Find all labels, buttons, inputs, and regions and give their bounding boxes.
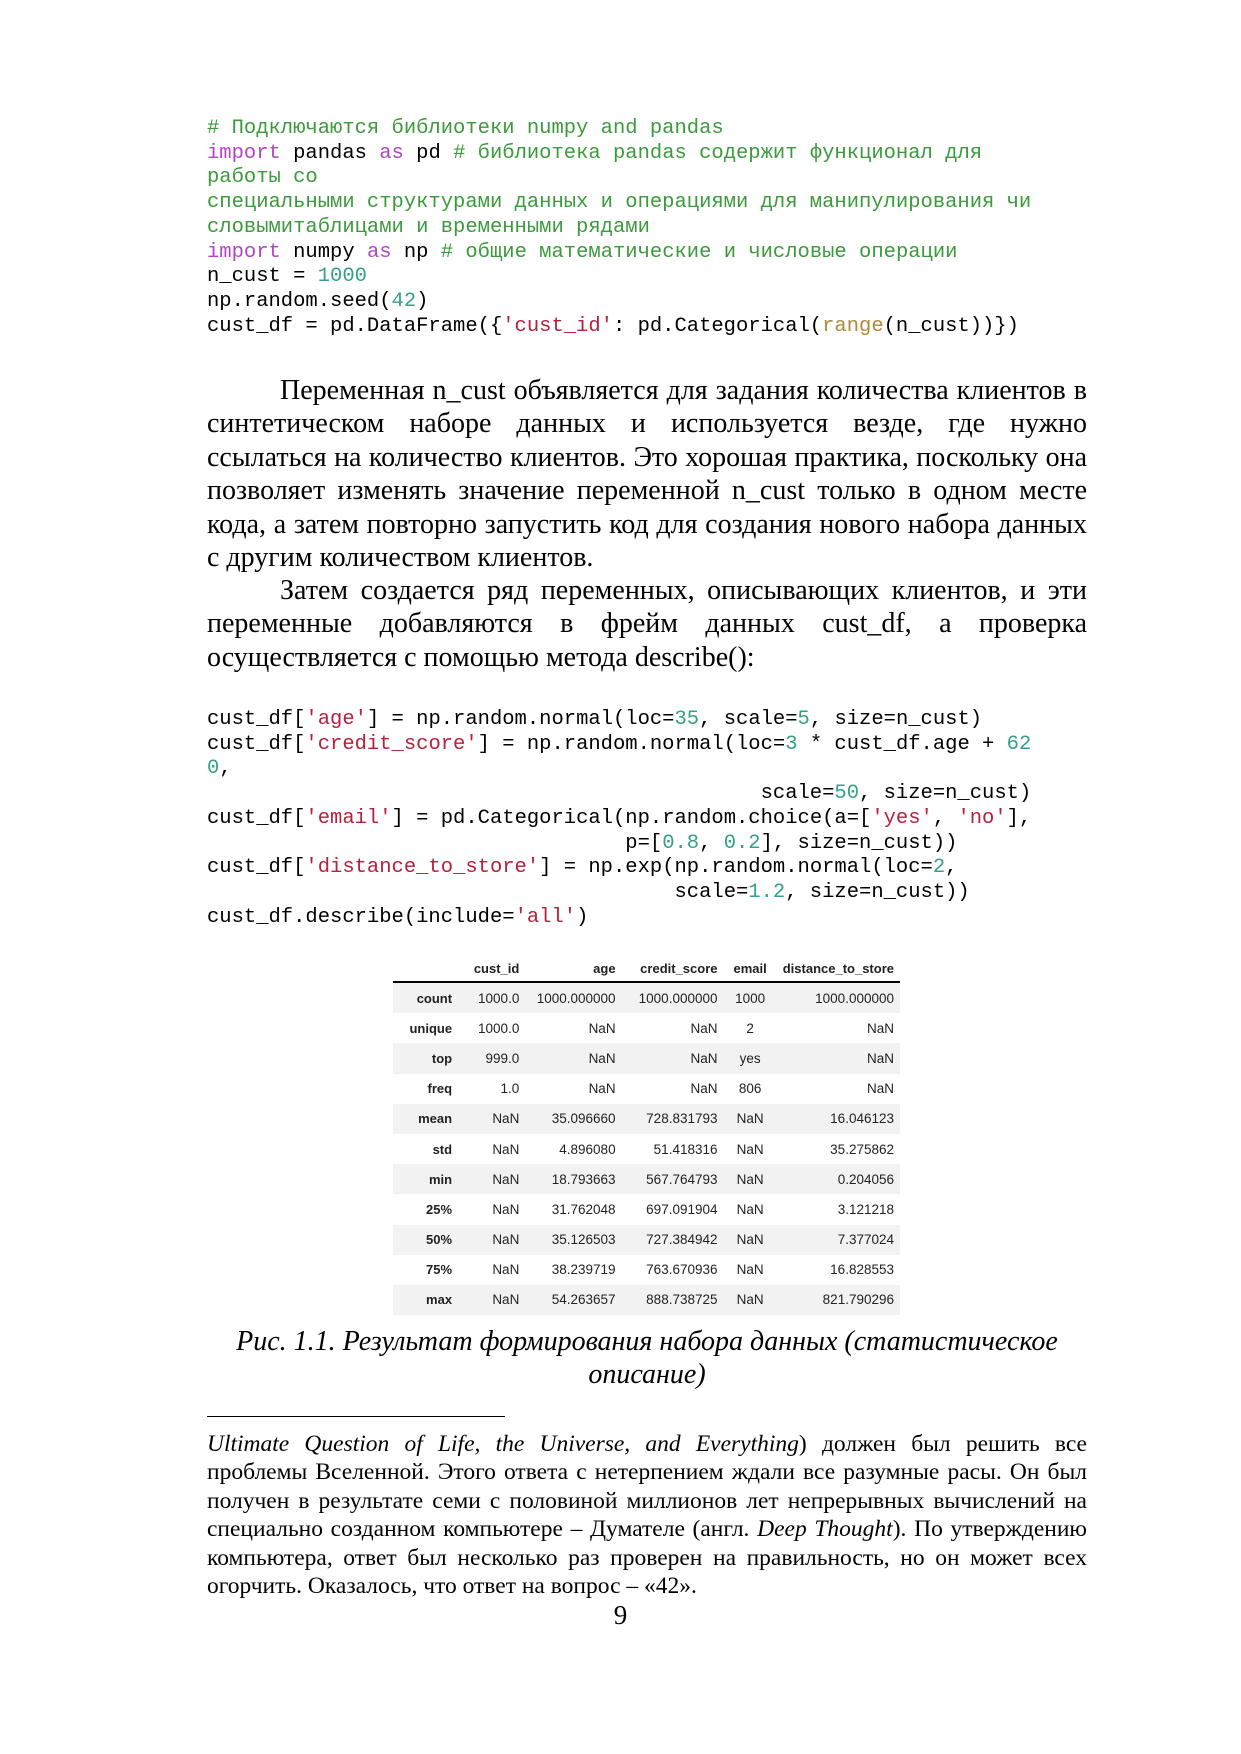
table-cell: 38.239719 (551, 1262, 616, 1278)
table-cell: yes (739, 1050, 761, 1066)
page-number: 9 (613, 1600, 628, 1630)
code-number: 0 (207, 757, 220, 781)
code-indent (207, 832, 625, 855)
table-cell: 35.096660 (551, 1111, 616, 1127)
table-cell: NaN (690, 1081, 718, 1097)
code-text: * cust_df.age + (797, 732, 1007, 756)
table-row (393, 1013, 900, 1043)
table-cell: NaN (736, 1292, 764, 1308)
code-comment: специальными структурами данных и операциями для манипулирования чи (207, 191, 1032, 215)
code-text: , (219, 757, 232, 781)
body-text (207, 574, 1087, 674)
header-cell: cust_id (458, 955, 525, 982)
code-text: : pd.Categorical( (612, 314, 823, 338)
table-cell: 763.670936 (646, 1262, 718, 1278)
code-text: cust_df[ (207, 732, 306, 756)
table-row (393, 1104, 900, 1134)
row-label: std (432, 1141, 453, 1157)
table-cell: NaN (588, 1020, 616, 1036)
code-text: ) (416, 289, 429, 313)
code-text: n_cust = (207, 265, 318, 289)
table-cell: 35.275862 (830, 1141, 894, 1157)
table-cell: NaN (736, 1232, 764, 1248)
table-cell: NaN (492, 1262, 520, 1278)
table-cell: NaN (736, 1262, 764, 1278)
table-row (393, 1194, 900, 1224)
code-comment: # Подключаются библиотеки numpy and pandas (207, 117, 724, 140)
table-cell: 1000.0 (478, 1020, 520, 1036)
table-cell: NaN (866, 1050, 894, 1066)
table-cell: NaN (690, 1020, 718, 1036)
code-text: cust_df[ (207, 856, 306, 880)
code-number: 35 (674, 708, 700, 731)
row-label: mean (418, 1111, 453, 1127)
footnote-text: ). По утверждению компьютера, ответ был несколько раз проверен на правильность, но он может всех огорчить. Оказалось, что ответ на вопрос – «42». (207, 1516, 1087, 1600)
code-string: 'distance_to_store' (305, 856, 540, 880)
table-cell: NaN (492, 1292, 520, 1308)
table-cell: 51.418316 (653, 1141, 718, 1157)
code-builtin: range (822, 314, 884, 338)
table-cell: 1000.0 (478, 990, 520, 1006)
table-cell: NaN (588, 1050, 616, 1066)
table-cell: 3.121218 (837, 1201, 894, 1217)
table-cell: 0.204056 (837, 1171, 894, 1187)
code-block-imports (207, 117, 1107, 339)
code-string: 'no' (957, 806, 1007, 830)
table-row (393, 1164, 900, 1194)
table-row (393, 1255, 900, 1285)
code-number: 0.2 (723, 831, 761, 855)
table-cell: 697.091904 (646, 1201, 718, 1217)
row-label: min (428, 1171, 453, 1187)
table-row (393, 1134, 900, 1164)
table-cell: 1000.000000 (536, 990, 616, 1006)
code-string: 'email' (305, 806, 392, 830)
table-cell: NaN (588, 1081, 616, 1097)
table-cell: NaN (866, 1081, 894, 1097)
table-cell: 2 (746, 1020, 754, 1036)
code-comment: словымитаблицами и временными рядами (207, 215, 650, 239)
code-text: cust_df[ (207, 708, 306, 731)
table-cell: NaN (492, 1111, 520, 1127)
code-number: 1.2 (748, 880, 786, 904)
code-text: np (391, 240, 441, 264)
code-text: , (945, 856, 958, 880)
code-text: pandas (280, 141, 380, 165)
table-cell: NaN (492, 1141, 520, 1157)
code-text: , scale= (699, 708, 798, 731)
code-text: cust_df = pd.DataFrame({ (207, 314, 503, 338)
code-text: pd (403, 141, 454, 165)
code-keyword: as (379, 141, 404, 165)
code-number: 0.8 (662, 831, 700, 855)
table-cell: 567.764793 (646, 1171, 718, 1187)
code-keyword: import (207, 141, 281, 165)
table-cell: 888.738725 (646, 1292, 718, 1308)
table-cell: 806 (738, 1081, 762, 1097)
table-row (393, 1285, 900, 1315)
table-row (393, 1225, 900, 1255)
footnote-italic: Ultimate Question of Life, the Universe, and Everything (207, 1431, 799, 1457)
table-cell: 4.896080 (559, 1141, 616, 1157)
table-cell: 54.263657 (551, 1292, 616, 1308)
table-cell: 16.828553 (830, 1262, 894, 1278)
table-cell: 1000.000000 (638, 990, 718, 1006)
code-text: , size=n_cust)) (785, 880, 970, 904)
code-keyword: as (366, 240, 392, 264)
code-text: cust_df.describe(include= (207, 905, 515, 929)
table-cell: NaN (736, 1111, 764, 1127)
header-cell: distance_to_store (779, 955, 900, 982)
row-label: 75% (426, 1262, 453, 1278)
code-text: scale= (760, 782, 835, 806)
row-label: max (426, 1292, 453, 1308)
code-block-variables (207, 708, 1107, 930)
table-cell: NaN (690, 1050, 718, 1066)
code-comment: работы со (207, 166, 318, 190)
row-label: 25% (426, 1201, 453, 1217)
table-body (393, 982, 900, 1315)
header-cell: age (525, 955, 621, 982)
table-cell: 31.762048 (551, 1201, 616, 1217)
code-indent (207, 881, 674, 904)
table-cell: 16.046123 (830, 1111, 894, 1127)
table-cell: 821.790296 (822, 1292, 894, 1308)
table-cell: 999.0 (485, 1050, 520, 1066)
table-cell: NaN (736, 1141, 764, 1157)
table-cell: NaN (866, 1020, 894, 1036)
code-text: ], (1006, 806, 1032, 830)
code-string: 'age' (305, 708, 367, 731)
table-cell: NaN (492, 1201, 520, 1217)
code-text: (n_cust))}) (883, 314, 1019, 338)
table-cell: 728.831793 (646, 1111, 718, 1127)
footnote-italic: Deep Thought (757, 1516, 893, 1543)
code-string: 'credit_score' (305, 732, 478, 756)
code-text: , size=n_cust) (809, 708, 983, 731)
code-number: 1000 (317, 265, 367, 289)
code-text: scale= (674, 880, 749, 904)
footnote-separator (207, 1416, 505, 1417)
table-cell: 35.126503 (551, 1232, 616, 1248)
code-number: 3 (785, 732, 798, 756)
footnote-text: ) должен был решить все проблемы Вселенной. Этого ответа с нетерпением ждали все разумные расы. Он был получен в результате семи с половиной миллионов лет непрерывных вычислений на специально созданном компьютере – Думателе (англ. (207, 1431, 1087, 1543)
table-cell: 1000.000000 (815, 990, 894, 1006)
code-number: 42 (391, 289, 417, 313)
code-text: ) (576, 905, 589, 929)
table-cell: 1.0 (500, 1081, 520, 1097)
code-number: 2 (932, 856, 946, 880)
header-cell: credit_score (622, 955, 724, 982)
table-cell: NaN (736, 1201, 764, 1217)
code-keyword: import (207, 240, 281, 264)
code-text: numpy (280, 240, 367, 264)
code-indent (207, 782, 761, 805)
paragraph-n-cust: Переменная n_cust объявляется для задания количества клиентов в синтетическом наборе данных и используется везде, где нужно ссылаться на количество клиентов. Это хорошая практика, поскольку она позволяет изменять значение переменной n_cust только в одном месте кода, а затем повторно запустить код для создания нового набора данных с другим количеством клиентов. (207, 375, 1087, 574)
row-label: count (416, 990, 453, 1006)
describe-table (393, 955, 900, 1315)
figure-caption: Рис. 1.1. Результат формирования набора данных (статистическое описание) (236, 1326, 1058, 1390)
table-cell: 7.377024 (837, 1232, 894, 1248)
code-string: 'yes' (871, 806, 933, 830)
code-number: 5 (797, 708, 810, 731)
code-number: 50 (834, 782, 860, 806)
code-comment: # общие математические и числовые операции (440, 240, 958, 264)
row-label: freq (427, 1081, 453, 1097)
code-text: , size=n_cust) (859, 782, 1032, 806)
code-text: , (932, 806, 958, 830)
table-row (393, 982, 900, 1013)
code-text: cust_df[ (207, 806, 306, 830)
code-number: 62 (1006, 732, 1032, 756)
code-text: ] = np.random.normal(loc= (366, 708, 675, 731)
table-cell: 1000 (735, 990, 766, 1006)
table-cell: 727.384942 (646, 1232, 718, 1248)
code-text: ] = np.exp(np.random.normal(loc= (539, 856, 933, 880)
table-cell: NaN (492, 1171, 520, 1187)
table-row (393, 1074, 900, 1104)
footnote (207, 1430, 1087, 1600)
body-text (207, 374, 1087, 574)
code-text: ], size=n_cust)) (760, 831, 958, 855)
table-row (393, 1043, 900, 1073)
row-label: 50% (426, 1232, 453, 1248)
table-cell: NaN (736, 1171, 764, 1187)
code-text: ] = np.random.normal(loc= (477, 732, 786, 756)
code-comment: # библиотека pandas содержит функционал для (453, 141, 983, 165)
code-text: ] = pd.Categorical(np.random.choice(a=[ (391, 806, 872, 830)
code-text: np.random.seed( (207, 289, 392, 313)
code-string: 'all' (514, 905, 577, 929)
row-label: top (431, 1050, 453, 1066)
code-text: p=[ (625, 831, 663, 855)
table-header-row (393, 955, 900, 982)
table-cell: NaN (492, 1232, 520, 1248)
header-cell: email (724, 955, 779, 982)
code-string: 'cust_id' (502, 314, 613, 338)
header-cell (393, 955, 458, 982)
code-text: , (699, 831, 724, 855)
table-cell: 18.793663 (551, 1171, 616, 1187)
paragraph-variables: Затем создается ряд переменных, описывающих клиентов, и эти переменные добавляются в фрейм данных cust_df, а проверка осуществляется с помощью метода describe(): (207, 575, 1087, 673)
row-label: unique (409, 1020, 453, 1036)
